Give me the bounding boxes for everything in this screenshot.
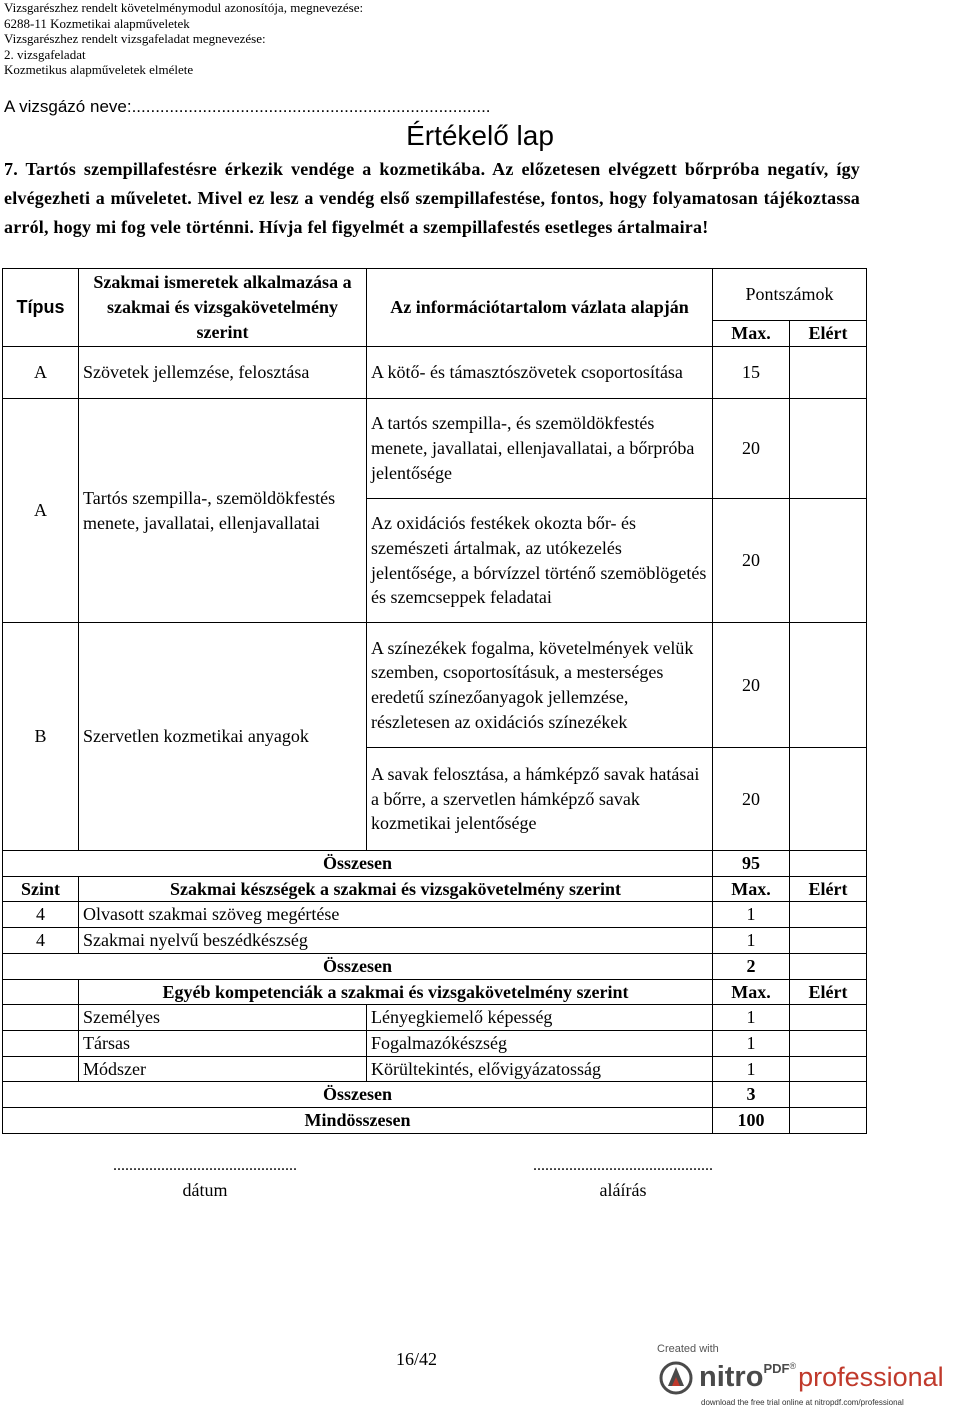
row-knowledge: Tartós szempilla-, szemöldökfestés menete, javallatai, ellenjavallatai [79,399,367,623]
logo-download-note: download the free trial online at nitropdf.com/professional [701,1398,904,1407]
row-type: A [3,399,79,623]
comp-blank [3,1005,79,1031]
logo-brand: nitro [699,1361,764,1393]
signature-dotted-line: ............................................. [533,1157,713,1174]
row-got-cell [790,623,867,748]
skill-got-cell [790,928,867,954]
subtotal-got-cell [790,1082,867,1108]
skill-max: 1 [713,902,790,928]
logo-reg: ® [789,1361,797,1371]
row-info: A savak felosztása, a hámképző savak hatásai a bőrre, a szervetlen hámképző savak kozmetikai jelentősége [367,748,713,851]
row-max: 20 [713,499,790,623]
comp-header-max: Max. [713,979,790,1005]
page-title: Értékelő lap [406,120,554,151]
evaluation-table [2,268,867,1134]
date-signature-block [74,1154,336,1202]
row-type: A [3,347,79,399]
task-description: 7. Tartós szempillafestésre érkezik vendége a kozmetikába. Az előzetesen elvégzett bőrpróba negatív, így elvégezheti a műveletet. Mivel ez lesz a vendég első szempillafestése, fontos, hogy folyamatosan tájékoztassa arról, hogy mi fog vele történni. Hívja fel figyelmét a szempillafestés esetleges ártalmaira! [4,159,860,237]
skill-label: Szakmai nyelvű beszédkészség [79,928,713,954]
grand-total-max: 100 [713,1108,790,1134]
row-max: 20 [713,399,790,499]
row-max: 15 [713,347,790,399]
comp-header-label: Egyéb kompetenciák a szakmai és vizsgakövetelmény szerint [79,979,713,1005]
row-info: A tartós szempilla-, és szemöldökfestés menete, javallatai, ellenjavallatai, a bőrpróba jelentősége [367,399,713,499]
comp-blank [3,1030,79,1056]
comp-label: Körültekintés, elővigyázatosság [367,1056,713,1082]
subtotal-max: 3 [713,1082,790,1108]
nitro-pdf-logo [657,1343,957,1409]
date-label: dátum [182,1180,228,1200]
page-number: 16/42 [396,1349,438,1369]
row-knowledge: Szövetek jellemzése, felosztása [79,347,367,399]
comp-label: Lényegkiemelő képesség [367,1005,713,1031]
date-dotted-line: .............................................. [113,1157,297,1174]
skill-level: 4 [3,928,79,954]
row-got-cell [790,347,867,399]
col-header-knowledge: Szakmai ismeretek alkalmazása a szakmai és vizsgakövetelmény szerint [79,269,367,347]
row-got-cell [790,499,867,623]
skills-header-label: Szakmai készségek a szakmai és vizsgakövetelmény szerint [79,876,713,902]
comp-kind: Társas [79,1030,367,1056]
comp-kind: Személyes [79,1005,367,1031]
skill-level: 4 [3,902,79,928]
col-header-type: Típus [3,269,79,347]
comp-kind: Módszer [79,1056,367,1082]
header-line: Kozmetikus alapműveletek elmélete [4,62,194,77]
row-max: 20 [713,623,790,748]
comp-max: 1 [713,1030,790,1056]
col-header-info: Az információtartalom vázlata alapján [367,269,713,347]
comp-max: 1 [713,1005,790,1031]
comp-header-blank [3,979,79,1005]
subtotal-label: Összesen [3,953,713,979]
skills-header-max: Max. [713,876,790,902]
header-line: 6288-11 Kozmetikai alapműveletek [4,15,190,31]
comp-blank [3,1056,79,1082]
row-max: 20 [713,748,790,851]
col-header-got: Elért [790,321,867,347]
subtotal-max: 95 [713,851,790,877]
skills-header-level: Szint [3,876,79,902]
comp-label: Fogalmazókészség [367,1030,713,1056]
comp-got-cell [790,1030,867,1056]
nitro-icon [659,1359,693,1397]
subtotal-label: Összesen [3,851,713,877]
subtotal-got-cell [790,851,867,877]
comp-max: 1 [713,1056,790,1082]
skill-got-cell [790,902,867,928]
subtotal-label: Összesen [3,1082,713,1108]
logo-pdf: PDF [763,1361,790,1376]
row-info: Az oxidációs festékek okozta bőr- és szemészeti ártalmak, az utókezelés jelentősége, a bórvízzel történő szemöblögetés és szemcseppek feladatai [367,499,713,623]
logo-professional: professional [798,1362,944,1392]
header-line: 2. vizsgafeladat [4,46,86,62]
logo-wordmark [699,1361,944,1394]
grand-total-got-cell [790,1108,867,1134]
document-header [4,0,363,78]
col-header-points: Pontszámok [713,269,867,321]
subtotal-got-cell [790,953,867,979]
col-header-max: Max. [713,321,790,347]
header-line: Vizsgarészhez rendelt követelménymodul azonosítója, megnevezése: [4,0,364,15]
row-knowledge: Szervetlen kozmetikai anyagok [79,623,367,851]
comp-got-cell [790,1056,867,1082]
comp-got-cell [790,1005,867,1031]
signature-block [494,1154,752,1202]
row-info: A színezékek fogalma, követelmények velük szemben, csoportosításuk, a mesterséges eredetű színezőanyagok jellemzése, részletesen az oxidációs színezékek [367,623,713,748]
signature-label: aláírás [599,1180,647,1200]
skill-max: 1 [713,928,790,954]
skills-header-got: Elért [790,876,867,902]
logo-created-with: Created with [657,1343,719,1355]
subtotal-max: 2 [713,953,790,979]
header-line: Vizsgarészhez rendelt vizsgafeladat megnevezése: [4,31,266,46]
row-got-cell [790,748,867,851]
grand-total-label: Mindösszesen [3,1108,713,1134]
skill-label: Olvasott szakmai szöveg megértése [79,902,713,928]
comp-header-got: Elért [790,979,867,1005]
row-info: A kötő- és támasztószövetek csoportosítása [367,347,713,399]
examinee-name-line: A vizsgázó neve:............................................................................ [4,97,491,116]
row-got-cell [790,399,867,499]
row-type: B [3,623,79,851]
